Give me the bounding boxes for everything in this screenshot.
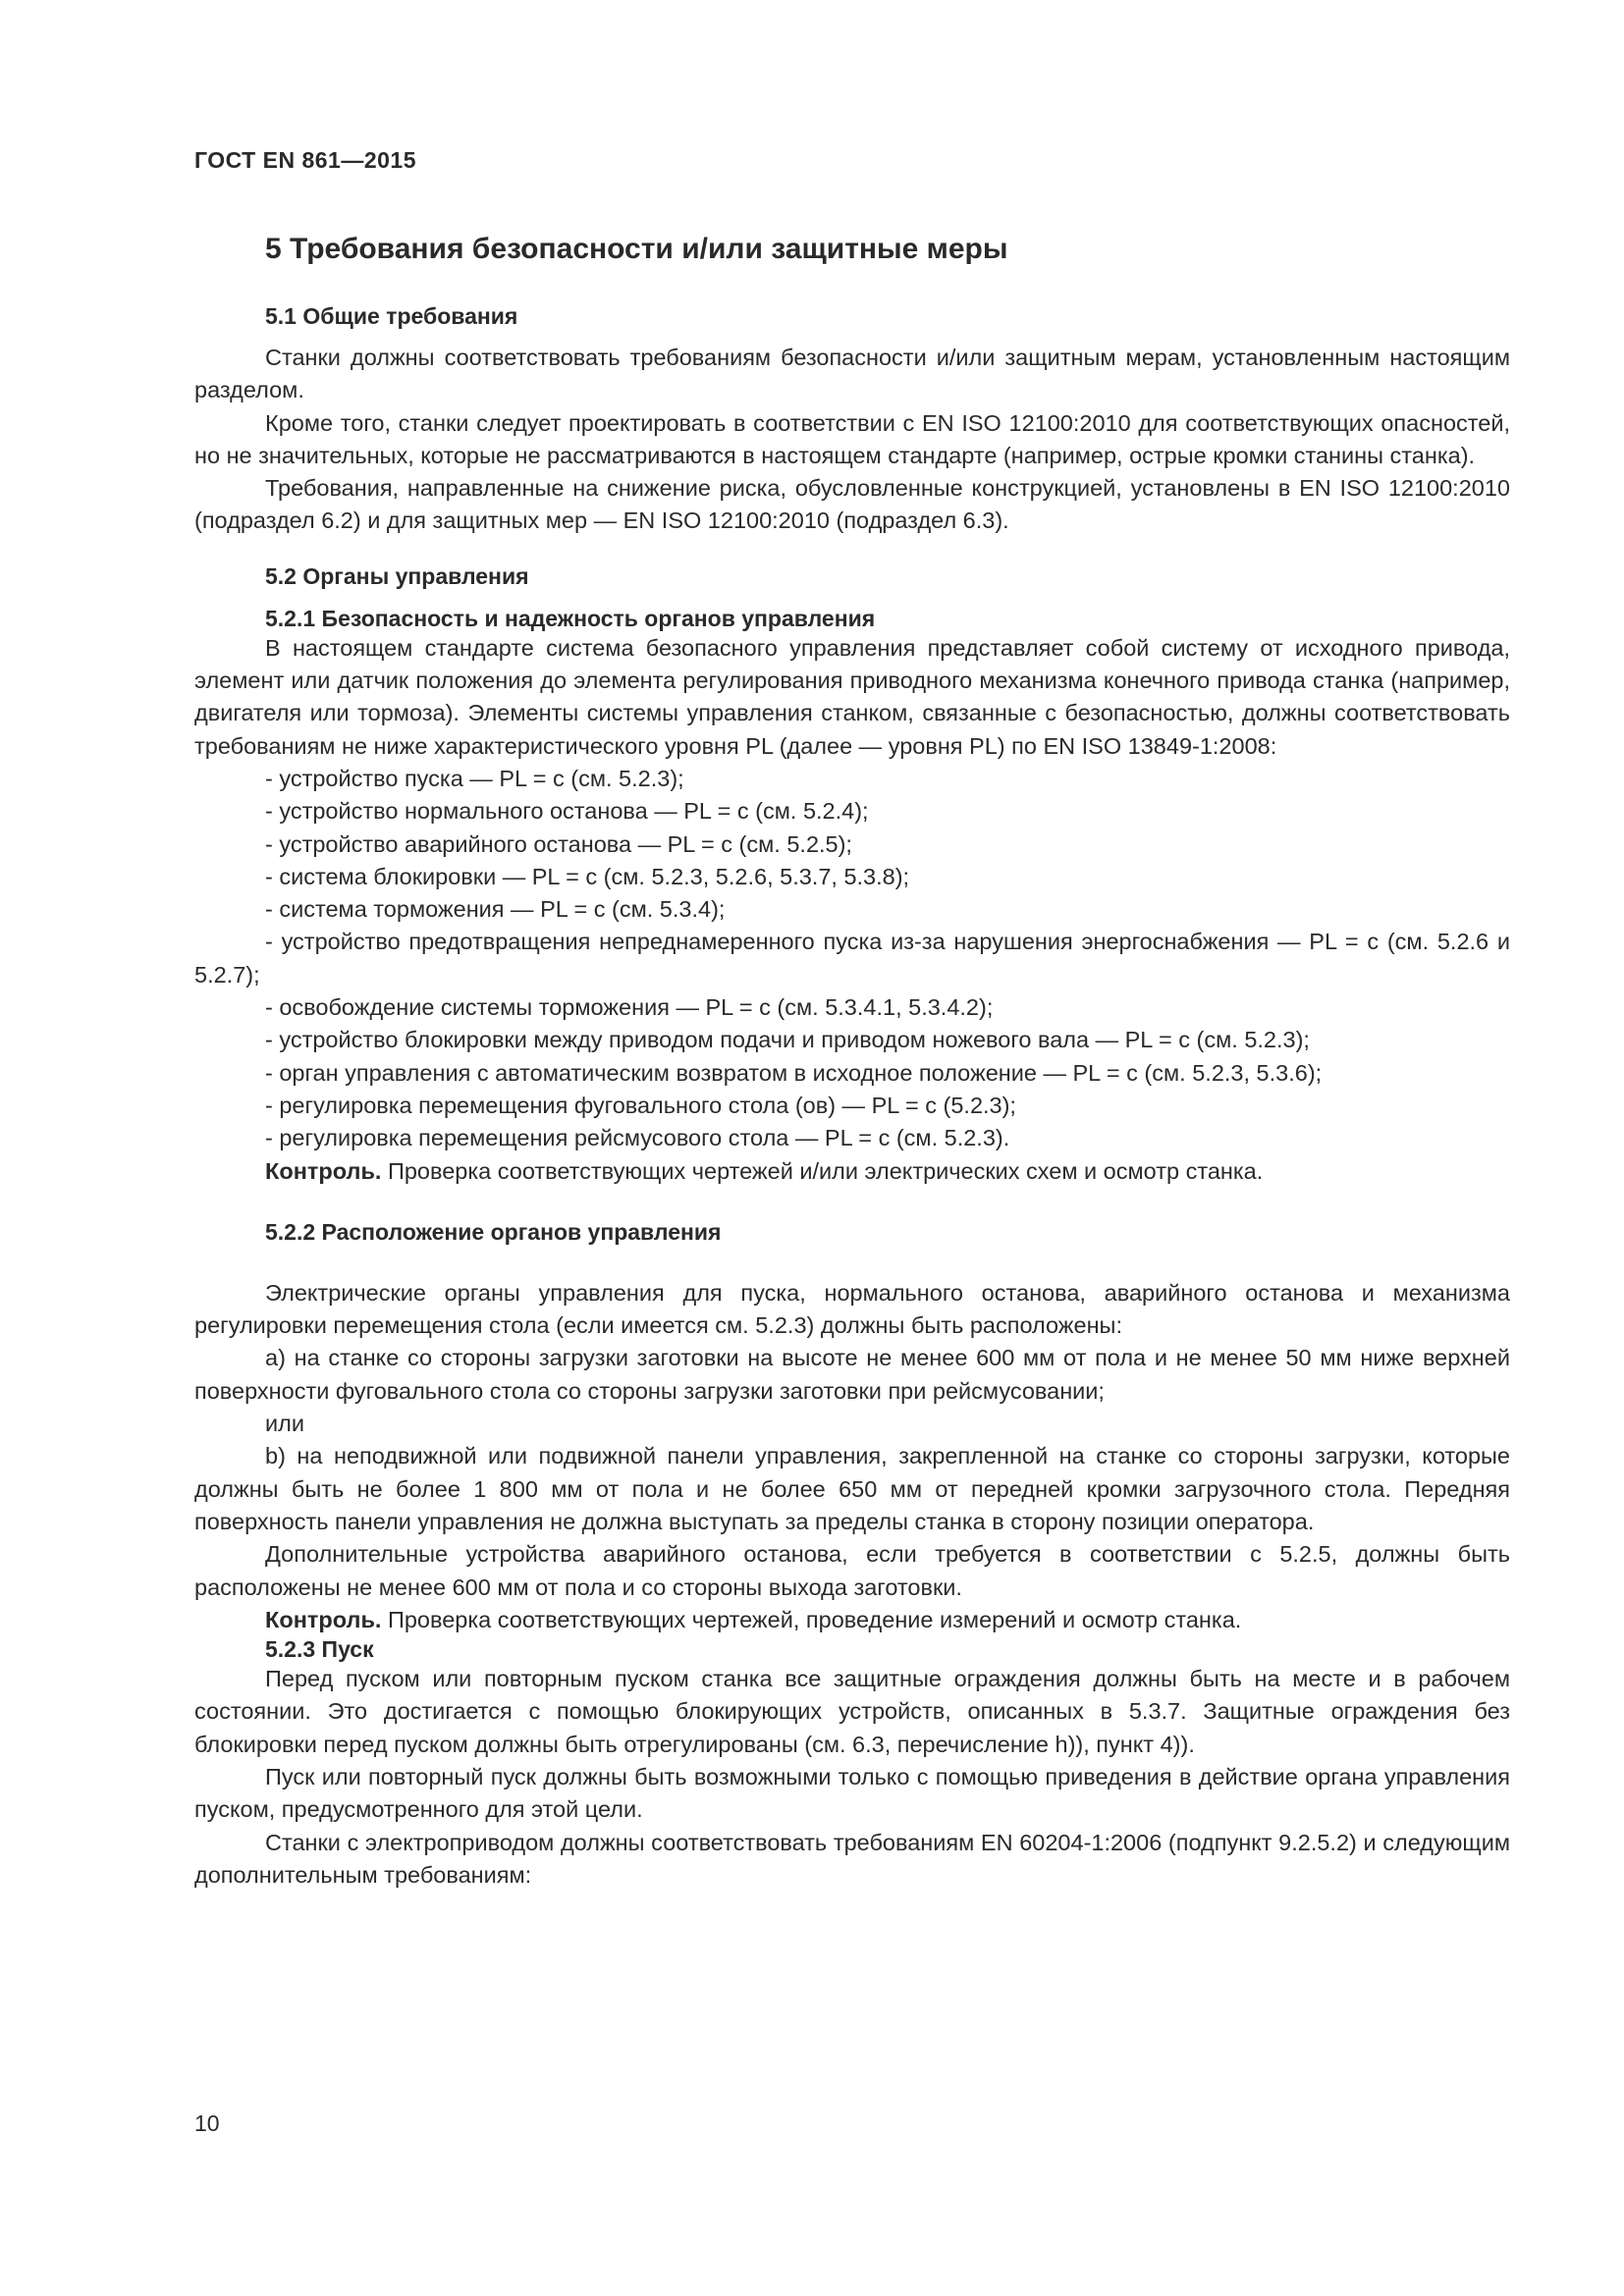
paragraph: Пуск или повторный пуск должны быть возможными только с помощью приведения в действие органа управления пуском, предусмотренного для этой цели. — [194, 1763, 1510, 1823]
page-number: 10 — [194, 2110, 220, 2136]
section-5-2-3-body — [194, 1663, 1510, 1892]
list-item: - устройство нормального останова — PL = c (см. 5.2.4); — [265, 798, 869, 825]
paragraph: Станки должны соответствовать требованиям безопасности и/или защитным мерам, установленным настоящим разделом. — [194, 345, 1510, 403]
paragraph: Станки с электроприводом должны соответствовать требованиям EN 60204-1:2006 (подпункт 9.2.5.2) и следующим дополнительным требованиям: — [194, 1829, 1510, 1888]
list-item: - система блокировки — PL = c (см. 5.2.3, 5.2.6, 5.3.7, 5.3.8); — [265, 863, 910, 889]
list-item: - устройство блокировки между приводом подачи и приводом ножевого вала — PL = c (см. 5.2.3); — [265, 1027, 1310, 1053]
list-item: - устройство аварийного останова — PL = c (см. 5.2.5); — [265, 830, 852, 857]
list-item: - устройство предотвращения непреднамеренного пуска из-за нарушения энергоснабжения — PL = c (см. 5.2.6 и 5.2.7); — [194, 929, 1510, 988]
list-item: - орган управления с автоматическим возвратом в исходное положение — PL = c (см. 5.2.3, 5.3.6); — [265, 1059, 1323, 1086]
paragraph: Электрические органы управления для пуска, нормального останова, аварийного останова и механизма регулировки перемещения стола (если имеется см. 5.2.3) должны быть расположены: — [194, 1279, 1510, 1339]
section-5-2-2-body — [194, 1277, 1510, 1636]
list-item-a: a) на станке со стороны загрузки заготовки на высоте не менее 600 мм от пола и не менее 50 мм ниже верхней поверхности фуговального стола со стороны загрузки заготовки при рейсмусовании; — [194, 1345, 1510, 1404]
section-5-2-2-title: 5.2.2 Расположение органов управления — [265, 1218, 722, 1245]
control-label: Контроль. — [265, 1606, 382, 1632]
list-item: - регулировка перемещения фуговального стола (ов) — PL = c (5.2.3); — [265, 1092, 1016, 1118]
control-text: Проверка соответствующих чертежей, проведение измерений и осмотр станка. — [381, 1606, 1242, 1632]
paragraph: Требования, направленные на снижение риска, обусловленные конструкцией, установлены в EN ISO 12100:2010 (подраздел 6.2) и для защитных мер — EN ISO 12100:2010 (подраздел 6.3). — [194, 475, 1510, 534]
paragraph: Кроме того, станки следует проектировать в соответствии с EN ISO 12100:2010 для соответствующих опасностей, но не значительных, которые не рассматриваются в настоящем стандарте (например, острые кромки станины станка). — [194, 409, 1510, 468]
document-page — [194, 147, 1510, 1892]
section-5-2-3-title: 5.2.3 Пуск — [265, 1636, 374, 1663]
section-5-2-1-body — [194, 632, 1510, 1188]
list-item: - система торможения — PL = c (см. 5.3.4); — [265, 896, 726, 923]
list-item-b: b) на неподвижной или подвижной панели управления, закрепленной на станке со стороны загрузки, которые должны быть не более 1 800 мм от пола и не более 650 мм от передней кромки загрузочного стола. Передняя поверхность панели управления не должна выступать за пределы станка в сторону позиции оператора. — [194, 1443, 1510, 1534]
paragraph: В настоящем стандарте система безопасного управления представляет собой систему от исходного привода, элемент или датчик положения до элемента регулирования приводного механизма конечного привода станка (например, двигателя или тормоза). Элементы системы управления станком, связанные с безопасностью, должны соответствовать требованиям не ниже характеристического уровня PL (далее — уровня PL) по EN ISO 13849-1:2008: — [194, 634, 1510, 759]
list-item: - устройство пуска — PL = c (см. 5.2.3); — [265, 765, 684, 791]
section-5-title: 5 Требования безопасности и/или защитные меры — [265, 233, 1008, 265]
control-note — [265, 1155, 1510, 1188]
or-text: или — [265, 1411, 304, 1437]
control-note — [265, 1604, 1510, 1636]
section-5-1-title: 5.1 Общие требования — [265, 303, 518, 329]
section-5-1-body — [194, 342, 1510, 538]
list-item: - регулировка перемещения рейсмусового стола — PL = c (см. 5.2.3). — [265, 1125, 1010, 1151]
control-text: Проверка соответствующих чертежей и/или электрических схем и осмотр станка. — [381, 1157, 1264, 1184]
list-item: - освобождение системы торможения — PL = c (см. 5.3.4.1, 5.3.4.2); — [265, 994, 994, 1021]
paragraph: Перед пуском или повторным пуском станка все защитные ограждения должны быть на месте и в рабочем состоянии. Это достигается с помощью блокирующих устройств, описанных в 5.3.7. Защитные ограждения без блокировки перед пуском должны быть отрегулированы (см. 6.3, перечисление h)), пункт 4)). — [194, 1666, 1510, 1757]
section-5-2-1-title: 5.2.1 Безопасность и надежность органов управления — [265, 605, 876, 631]
control-label: Контроль. — [265, 1157, 382, 1184]
paragraph: Дополнительные устройства аварийного останова, если требуется в соответствии с 5.2.5, должны быть расположены не менее 600 мм от пола и со стороны выхода заготовки. — [194, 1541, 1510, 1600]
document-code: ГОСТ EN 861—2015 — [194, 147, 416, 173]
section-5-2-title: 5.2 Органы управления — [265, 562, 529, 589]
